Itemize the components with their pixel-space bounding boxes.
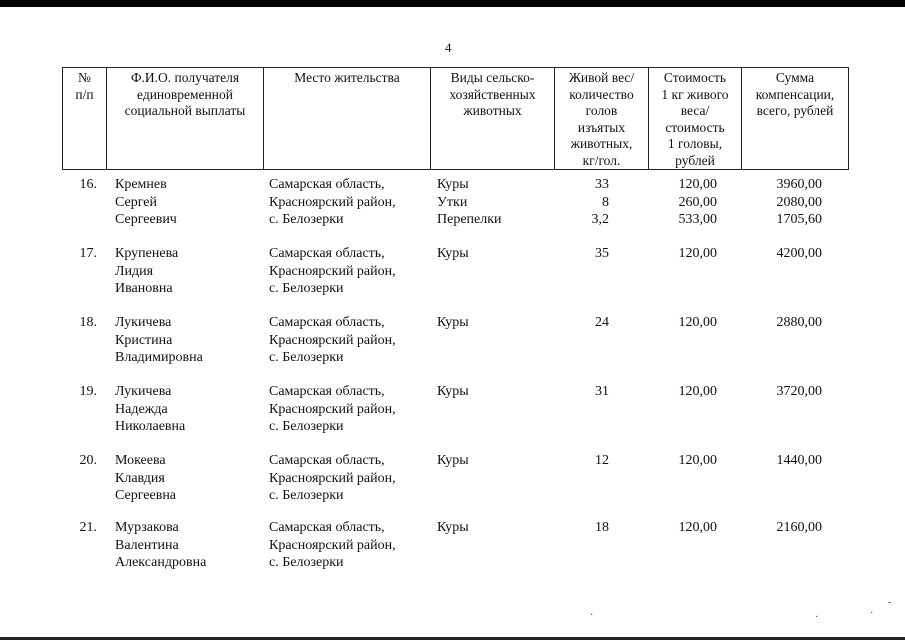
recipient-name: Крупенева Лидия Ивановна [115, 246, 179, 296]
unit-cost: 120,00 [678, 246, 717, 261]
row-number: 19. [79, 384, 97, 399]
scan-top-edge [0, 0, 905, 7]
scan-speck: · [870, 608, 874, 619]
unit-cost: 120,00 [678, 520, 717, 535]
unit-cost: 120,00 [678, 315, 717, 330]
compensation-total: 1440,00 [776, 453, 822, 468]
header-animal-types: Виды сельско- хозяйственных животных [449, 70, 536, 118]
header-recipient-name: Ф.И.О. получателя единовременной социальной выплаты [124, 70, 246, 118]
animal-types: Куры [437, 520, 469, 535]
compensation-total: 2880,00 [776, 315, 822, 330]
residence: Самарская область, Красноярский район, с. Белозерки [269, 246, 396, 296]
animal-types: Куры Утки Перепелки [437, 177, 502, 227]
live-weight: 35 [595, 246, 609, 261]
unit-cost: 120,00 [678, 453, 717, 468]
live-weight: 33 8 3,2 [591, 177, 609, 227]
row-number: 20. [79, 453, 97, 468]
recipient-name: Мурзакова Валентина Александровна [115, 520, 207, 570]
residence: Самарская область, Красноярский район, с. Белозерки [269, 453, 396, 503]
header-live-weight: Живой вес/ количество голов изъятых животных, кг/гол. [568, 70, 635, 168]
compensation-total: 3960,00 2080,00 1705,60 [776, 177, 822, 227]
animal-types: Куры [437, 384, 469, 399]
unit-cost: 120,00 260,00 533,00 [678, 177, 717, 227]
recipient-name: Лукичева Надежда Николаевна [115, 384, 186, 434]
scan-speck: · [815, 612, 819, 623]
row-number: 17. [79, 246, 97, 261]
page-number: 4 [445, 40, 452, 55]
live-weight: 24 [595, 315, 609, 330]
header-unit-cost: Стоимость 1 кг живого веса/ стоимость 1 головы, рублей [661, 70, 729, 168]
scan-speck: · [590, 610, 594, 621]
header-compensation-total: Сумма компенсации, всего, рублей [755, 70, 835, 118]
header-number: № п/п [75, 70, 94, 102]
compensation-total: 4200,00 [776, 246, 822, 261]
animal-types: Куры [437, 315, 469, 330]
row-number: 21. [79, 520, 97, 535]
unit-cost: 120,00 [678, 384, 717, 399]
residence: Самарская область, Красноярский район, с. Белозерки [269, 520, 396, 570]
row-number: 16. [79, 177, 97, 192]
table-header [62, 67, 849, 170]
residence: Самарская область, Красноярский район, с. Белозерки [269, 315, 396, 365]
live-weight: 18 [595, 520, 609, 535]
recipient-name: Кремнев Сергей Сергеевич [115, 177, 177, 227]
live-weight: 12 [595, 453, 609, 468]
residence: Самарская область, Красноярский район, с. Белозерки [269, 177, 396, 227]
recipient-name: Лукичева Кристина Владимировна [115, 315, 203, 365]
row-number: 18. [79, 315, 97, 330]
animal-types: Куры [437, 246, 469, 261]
animal-types: Куры [437, 453, 469, 468]
residence: Самарская область, Красноярский район, с. Белозерки [269, 384, 396, 434]
compensation-total: 2160,00 [776, 520, 822, 535]
live-weight: 31 [595, 384, 609, 399]
header-residence: Место жительства [294, 70, 400, 85]
recipient-name: Мокеева Клавдия Сергеевна [115, 453, 177, 503]
scan-speck: - [888, 597, 892, 608]
compensation-total: 3720,00 [776, 384, 822, 399]
